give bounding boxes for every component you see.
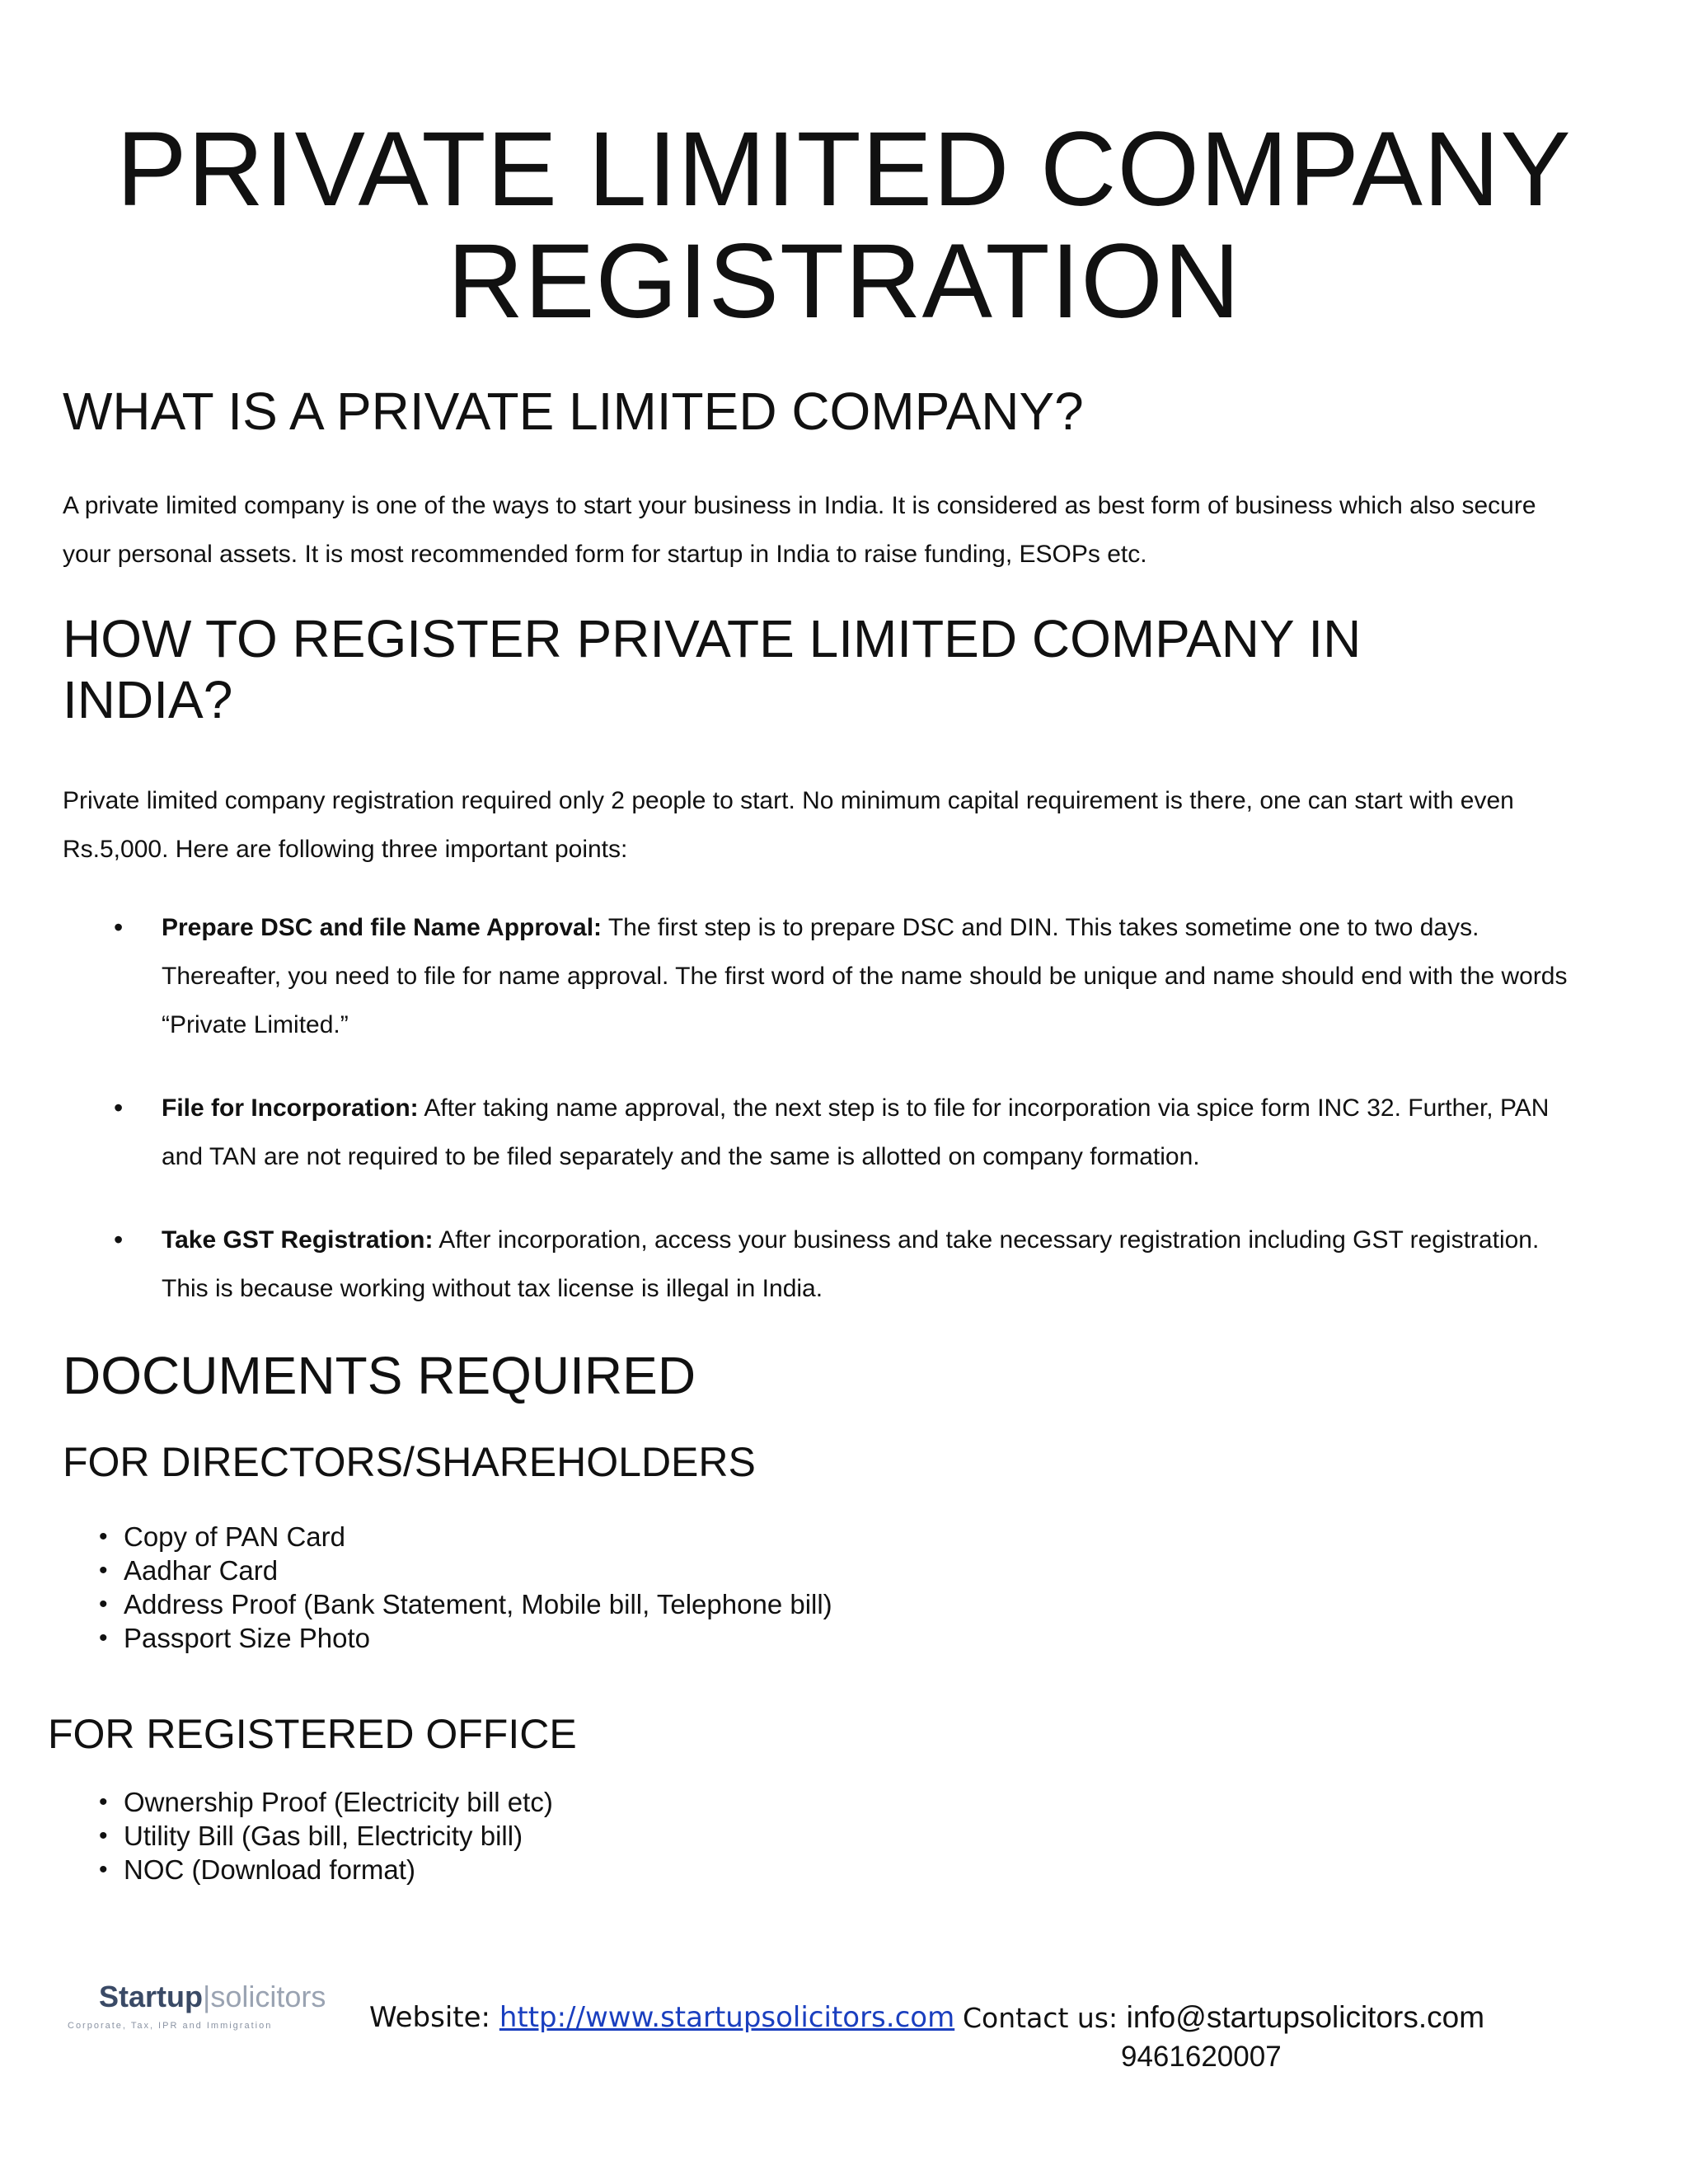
list-item: • Aadhar Card [0,1554,832,1587]
section-body-how-to-register: Private limited company registration required only 2 people to start. No minimum capital requirement is there, one can start with even Rs.5,000. Here are following three important points: [63,787,1514,863]
step-text: The first step is to prepare DSC and DIN. This takes sometime one to two days. Thereafter, you need to file for name approval. The first word of the name should be unique and name should end with the words “Private Limited.” [162,914,1568,1038]
section-body-what-is: A private limited company is one of the ways to start your business in India. It is considered as best form of business which also secure your personal assets. It is most recommended form for startup in India to raise funding, ESOPs etc. [63,492,1536,568]
title-line-1: PRIVATE LIMITED COMPANY [116,110,1572,228]
subheading-registered-office: FOR REGISTERED OFFICE [48,1711,577,1757]
heading-line-1: HOW TO REGISTER PRIVATE LIMITED COMPANY IN [63,609,1362,668]
list-item: • Passport Size Photo [0,1621,832,1655]
list-item: • Address Proof (Bank Statement, Mobile bill, Telephone bill) [0,1587,832,1621]
website-line [369,2001,954,2034]
step-text: After incorporation, access your business and take necessary registration including GST registration. This is because working without tax license is illegal in India. [162,1226,1540,1302]
directors-documents-list [0,1520,832,1655]
section-heading-how-to-register [63,608,1361,730]
subheading-directors: FOR DIRECTORS/SHAREHOLDERS [63,1439,756,1485]
office-documents-list [0,1785,553,1886]
heading-line-2: INDIA? [63,670,233,729]
section-heading-documents: DOCUMENTS REQUIRED [63,1346,696,1405]
logo-tagline: Corporate, Tax, IPR and Immigration [68,2021,273,2031]
logo-separator: | [203,1980,211,2013]
logo-text-secondary: solicitors [210,1980,326,2013]
list-item: • Ownership Proof (Electricity bill etc) [0,1785,553,1819]
step-title: Prepare DSC and file Name Approval: [162,914,603,941]
company-logo [68,1980,364,2046]
list-item [0,903,1688,1049]
contact-line [963,2001,1484,2035]
step-title: Take GST Registration: [162,1226,434,1254]
title-line-2: REGISTRATION [447,223,1241,340]
list-item [0,1216,1688,1313]
contact-email[interactable]: info@startupsolicitors.com [1126,2000,1485,2034]
step-title: File for Incorporation: [162,1094,419,1122]
section-heading-what-is: WHAT IS A PRIVATE LIMITED COMPANY? [63,382,1084,441]
website-label: Website: [369,2001,499,2034]
registration-steps-list [0,903,1688,1313]
list-item: • NOC (Download format) [0,1853,553,1886]
contact-phone: 9461620007 [1121,2041,1282,2073]
list-item: • Utility Bill (Gas bill, Electricity bill) [0,1819,553,1853]
list-item [0,1084,1688,1181]
list-item: • Copy of PAN Card [0,1520,832,1554]
page-title [0,110,1688,340]
logo-text-primary: Startup [99,1980,203,2013]
page-footer [0,1961,1688,2093]
step-text: After taking name approval, the next step is to file for incorporation via spice form INC 32. Further, PAN and TAN are not required to be filed separately and the same is allotted on company formation. [162,1094,1550,1170]
contact-label: Contact us: [963,2002,1127,2034]
website-link[interactable]: http://www.startupsolicitors.com [499,2001,955,2034]
